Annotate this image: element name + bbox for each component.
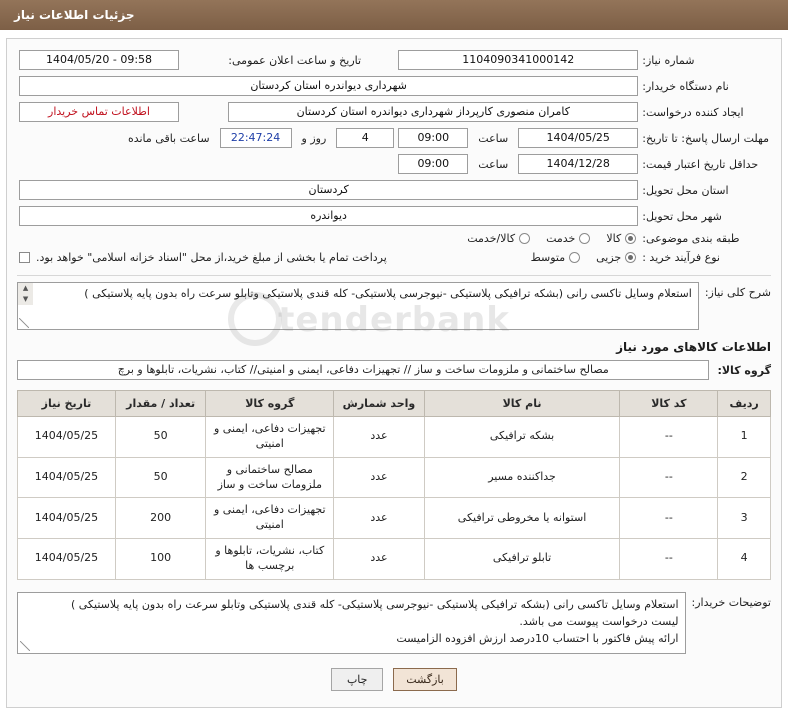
form-row-province — [17, 177, 771, 203]
province-value: کردستان — [19, 180, 638, 200]
cell-need-date: 1404/05/25 — [18, 417, 116, 458]
province-label: استان محل تحویل: — [642, 183, 729, 197]
radio-icon[interactable] — [519, 233, 530, 244]
min-validity-label: حداقل تاریخ اعتبار قیمت: — [642, 157, 759, 171]
category-option-goods-label: کالا — [606, 232, 622, 245]
buyer-notes-line-1: استعلام وسایل تاکسی رانی (بشکه ترافیکی پلاستیکی -نیوجرسی پلاستیکی- کله قندی پلاستیکی وتابلو سرعت راه بدون پایه پلاستیکی ) — [70, 597, 679, 611]
radio-icon[interactable] — [625, 252, 636, 263]
summary-textarea-wrap — [17, 282, 699, 330]
category-label: طبقه بندی موضوعی: — [642, 232, 740, 245]
cell-item-name: استوانه یا مخروطی ترافیکی — [424, 498, 620, 539]
deadline-date-value: 1404/05/25 — [518, 128, 638, 148]
checkbox-icon[interactable] — [19, 252, 30, 263]
cell-row-index: 2 — [718, 457, 771, 498]
col-quantity: تعداد / مقدار — [115, 391, 205, 417]
cell-unit: عدد — [334, 457, 424, 498]
cell-group: کتاب، نشریات، تابلوها و برچسب ها — [206, 539, 334, 580]
category-option-service[interactable] — [546, 232, 590, 245]
col-row-index: ردیف — [718, 391, 771, 417]
cell-row-index: 3 — [718, 498, 771, 539]
form-row-category — [17, 229, 771, 248]
creator-label: ایجاد کننده درخواست: — [642, 105, 744, 119]
process-option-minor[interactable] — [596, 251, 636, 264]
table-row — [18, 457, 771, 498]
min-validity-time-value: 09:00 — [398, 154, 468, 174]
buyer-notes-label: توضیحات خریدار: — [691, 595, 771, 609]
request-number-value: 1104090341000142 — [398, 50, 638, 70]
city-value: دیواندره — [19, 206, 638, 226]
remaining-word: ساعت باقی مانده — [127, 131, 210, 145]
col-need-date: تاریخ نیاز — [18, 391, 116, 417]
cell-need-date: 1404/05/25 — [18, 457, 116, 498]
goods-group-value: مصالح ساختمانی و ملزومات ساخت و ساز // تجهیزات دفاعی، ایمنی و امنیتی// کتاب، نشریات، تابلوها و برچ — [17, 360, 709, 380]
footer-actions — [17, 668, 771, 691]
cell-group: مصالح ساختمانی و ملزومات ساخت و ساز — [206, 457, 334, 498]
form-row-buyer-org — [17, 73, 771, 99]
form-row-deadline — [17, 125, 771, 151]
countdown-timer: 22:47:24 — [220, 128, 292, 148]
buyer-notes-line-2: لیست درخواست پیوست می باشد. — [519, 614, 679, 628]
remaining-days-value: 4 — [336, 128, 394, 148]
deadline-time-word: ساعت — [478, 131, 509, 145]
page-title-bar — [0, 0, 788, 30]
cell-item-code: -- — [620, 457, 718, 498]
cell-row-index: 4 — [718, 539, 771, 580]
cell-item-code: -- — [620, 498, 718, 539]
form-row-city — [17, 203, 771, 229]
city-label: شهر محل تحویل: — [642, 209, 722, 223]
resize-handle-icon[interactable] — [19, 640, 31, 652]
cell-unit: عدد — [334, 417, 424, 458]
col-group: گروه کالا — [206, 391, 334, 417]
chevron-up-icon[interactable]: ▲ — [22, 284, 29, 292]
category-option-goods-service[interactable] — [467, 232, 530, 245]
back-button[interactable]: بازگشت — [393, 668, 457, 691]
print-button[interactable]: چاپ — [331, 668, 383, 691]
announce-date-label: تاریخ و ساعت اعلان عمومی: — [228, 53, 362, 67]
request-form — [17, 47, 771, 267]
buyer-notes-line-3: ارائه پیش فاکتور با احتساب 10درصد ارزش افزوده الزامیست — [396, 631, 679, 645]
cell-group: تجهیزات دفاعی، ایمنی و امنیتی — [206, 498, 334, 539]
cell-quantity: 200 — [115, 498, 205, 539]
category-option-service-label: خدمت — [546, 232, 576, 245]
goods-group-label: گروه کالا: — [717, 363, 771, 377]
page-title: جزئیات اطلاعات نیاز — [14, 8, 135, 22]
col-unit: واحد شمارش — [334, 391, 424, 417]
buyer-notes-row — [17, 592, 771, 654]
process-radio-group — [531, 251, 639, 264]
table-row — [18, 498, 771, 539]
category-option-goods-service-label: کالا/خدمت — [467, 232, 516, 245]
radio-icon[interactable] — [579, 233, 590, 244]
cell-quantity: 50 — [115, 457, 205, 498]
cell-item-name: جداکننده مسیر — [424, 457, 620, 498]
table-row — [18, 539, 771, 580]
goods-section-title: اطلاعات کالاهای مورد نیاز — [616, 340, 771, 354]
buyer-org-label: نام دستگاه خریدار: — [642, 79, 729, 93]
creator-value: کامران منصوری کارپرداز شهرداری دیواندره استان کردستان — [228, 102, 638, 122]
details-card — [6, 38, 782, 708]
min-validity-time-word: ساعت — [478, 157, 509, 171]
summary-row — [17, 282, 771, 330]
cell-unit: عدد — [334, 498, 424, 539]
process-option-minor-label: جزیی — [596, 251, 622, 264]
category-radio-group — [19, 232, 638, 245]
cell-item-code: -- — [620, 539, 718, 580]
divider — [17, 275, 771, 276]
process-option-medium-label: متوسط — [530, 251, 566, 264]
process-option-medium[interactable] — [531, 251, 581, 264]
summary-label: شرح کلی نیاز: — [704, 286, 771, 299]
chevron-down-icon[interactable]: ▼ — [22, 295, 29, 303]
form-row-process — [17, 248, 771, 267]
process-label: نوع فرآیند خرید : — [642, 251, 720, 264]
form-row-creator — [17, 99, 771, 125]
buyer-org-value: شهرداری دیواندره استان کردستان — [19, 76, 638, 96]
col-item-code: کد کالا — [620, 391, 718, 417]
category-option-goods[interactable] — [606, 232, 636, 245]
remaining-days-word: روز و — [301, 131, 327, 145]
scroll-spinner[interactable] — [18, 283, 33, 305]
goods-group-row — [17, 360, 771, 380]
request-number-label: شماره نیاز: — [642, 53, 695, 67]
radio-icon[interactable] — [569, 252, 580, 263]
form-row-validity — [17, 151, 771, 177]
treasury-payment-label: پرداخت تمام یا بخشی از مبلغ خرید،از محل "اسناد خزانه اسلامی" خواهد بود. — [36, 251, 387, 264]
cell-need-date: 1404/05/25 — [18, 498, 116, 539]
resize-handle-icon[interactable] — [18, 317, 30, 329]
form-row-number — [17, 47, 771, 73]
announce-date-value: 1404/05/20 - 09:58 — [19, 50, 179, 70]
summary-textarea[interactable]: استعلام وسایل تاکسی رانی (بشکه ترافیکی پلاستیکی -نیوجرسی پلاستیکی- کله قندی پلاستیکی وتابلو سرعت راه بدون پایه پلاستیکی ) — [17, 282, 699, 330]
buyer-notes-textarea[interactable] — [17, 592, 686, 654]
cell-item-name: تابلو ترافیکی — [424, 539, 620, 580]
col-item-name: نام کالا — [424, 391, 620, 417]
cell-group: تجهیزات دفاعی، ایمنی و امنیتی — [206, 417, 334, 458]
table-row — [18, 417, 771, 458]
cell-item-name: بشکه ترافیکی — [424, 417, 620, 458]
deadline-label: مهلت ارسال پاسخ: تا تاریخ: — [642, 131, 769, 145]
table-header-row — [18, 391, 771, 417]
radio-icon[interactable] — [625, 233, 636, 244]
cell-quantity: 50 — [115, 417, 205, 458]
cell-unit: عدد — [334, 539, 424, 580]
cell-item-code: -- — [620, 417, 718, 458]
min-validity-date-value: 1404/12/28 — [518, 154, 638, 174]
buyer-contact-button[interactable]: اطلاعات تماس خریدار — [19, 102, 179, 122]
cell-row-index: 1 — [718, 417, 771, 458]
cell-need-date: 1404/05/25 — [18, 539, 116, 580]
cell-quantity: 100 — [115, 539, 205, 580]
goods-table — [17, 390, 771, 580]
deadline-time-value: 09:00 — [398, 128, 468, 148]
treasury-payment-checkbox-row[interactable] — [19, 251, 387, 264]
